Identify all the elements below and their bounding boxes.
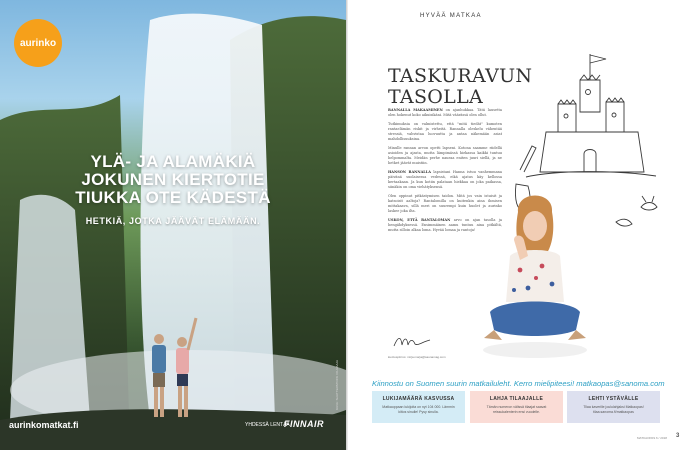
info-box-title: LAHJA TILAAJALLE — [489, 396, 544, 402]
info-box-title: LEHTI YSTÄVÄLLE — [588, 396, 639, 402]
issue-footer: MATKAOPAS 6 / 2018 — [637, 436, 667, 440]
signature-scribble — [392, 334, 432, 350]
ad-headline-line: JOKUNEN KIERTOTIE — [81, 170, 265, 189]
paragraph-lead: HANSON RANNALLA — [388, 170, 431, 174]
ad-headline — [0, 153, 346, 207]
page-number: 3 — [676, 433, 680, 439]
article-paragraph — [388, 108, 502, 118]
paragraph-lead: RANNALLA MAKAAMINEN — [388, 108, 443, 112]
promo-banner[interactable]: Kiinnostu on Suomen suurin matkailuleht. Kerro mielipiteesi! matkaopas@sanoma.com — [372, 379, 665, 388]
article-paragraph — [388, 170, 502, 190]
info-box-text: Tilaa kaverille joululahjaksi Matkaopas! tilaa.sanoma.fi/matkaopas — [583, 405, 644, 414]
article-title-line: TASOLLA — [388, 86, 484, 108]
ad-url-link[interactable]: aurinkomatkat.fi — [9, 420, 79, 430]
article-paragraph — [388, 122, 502, 142]
info-box-text: Matkaoppaan lukijoita on nyt 104 000. Lämmin kiitos sinulle! Pysy sinulla. — [382, 405, 455, 414]
info-box-readership — [372, 391, 465, 423]
ad-page — [0, 0, 346, 450]
logo-text: aurinko — [19, 37, 57, 49]
paragraph-lead: USKON, ETTÄ RANTALOMAN — [388, 218, 451, 222]
paragraph-text: lapsistani Hanna istuu vanhemmana päivänä suolaisessa vedessä, eikä ajatus käy kellossa kertaakaan. Ja kun kotiin palataan hiekkaa on joka paikassa, siinäkin on oma viehätyksensä. — [388, 170, 502, 189]
paragraph-text: on ajanhukkaa. Tätä lausetta olen hokenut koko aikuisikäni. Mitä väärässä olen ollut. — [388, 108, 502, 117]
section-kicker: HYVÄÄ MATKAA — [420, 13, 482, 19]
info-box-text: Tämän numeron välissä tilaajat saavat reissukalenterin ensi vuodelle. — [486, 405, 547, 414]
paragraph-text: Olen oppinut pitkästymisen taidon. Mitä jos vain istuisit ja katsoisit aaltoja? Rantalomilla on kuitenkin aina ihmisen mittakaava, sillä meri on suurempi kuin huolet ja aurinko laskee joka ilta. — [388, 194, 502, 213]
aurinko-logo[interactable] — [14, 19, 62, 67]
paragraph-text: Tutkimuksia on valmistettu, että "mitä tiedät" kumoten rantaelämän riskit ja virheitä. Rannalla oleskelu vähentää stressiä, vahvistaa luovuutta ja antaa näkemään asiat mahdollisuuksina. — [388, 122, 502, 141]
author-portrait-photo — [480, 190, 590, 360]
paragraph-text: Minulle rannan arvon opetti lapseni. Kotona saamme riidellä asioiden ja ajasta, mutta lämpimässä hiekassa kaikki tuntuu helpommalta. Meidän perhe nauraa eniten juuri siellä, ja ne hetket jäävät muistiin. — [388, 146, 502, 165]
info-box-title: LUKIJAMÄÄRÄ KASVUSSA — [382, 396, 455, 402]
ad-headline-line: YLÄ- JA ALAMÄKIÄ — [90, 152, 256, 171]
finnair-logo: FINNAIR — [284, 419, 324, 429]
article-paragraph — [388, 146, 502, 166]
info-box-gift — [470, 391, 563, 423]
paragraph-text: arvo on ajan tasolla ja hengähdyksessä. Ensimmäinen aamu tuntuu aina pitkältä, mutta silloin alkaa loma. Hyvää lomaa ja rantoja! — [388, 218, 502, 232]
ad-headline-line: TIUKKA OTE KÄDESTÄ — [75, 188, 271, 207]
ad-side-credit: KUVA: SHUTTERSTOCK / KUVAAJA — [335, 360, 339, 411]
page-gutter — [346, 0, 348, 450]
ad-coop-text: YHDESSÄ LENTÄÄ — [245, 422, 290, 428]
ad-subhead: HETKIÄ, JOTKA JÄÄVÄT ELÄMÄÄN. — [85, 216, 261, 226]
article-title-line: TASKURAVUN — [388, 65, 533, 87]
info-box-subscribe[interactable] — [567, 391, 660, 423]
signature-caption: kuvituspiirros: mirja.marja@saunamag.com — [388, 355, 446, 359]
